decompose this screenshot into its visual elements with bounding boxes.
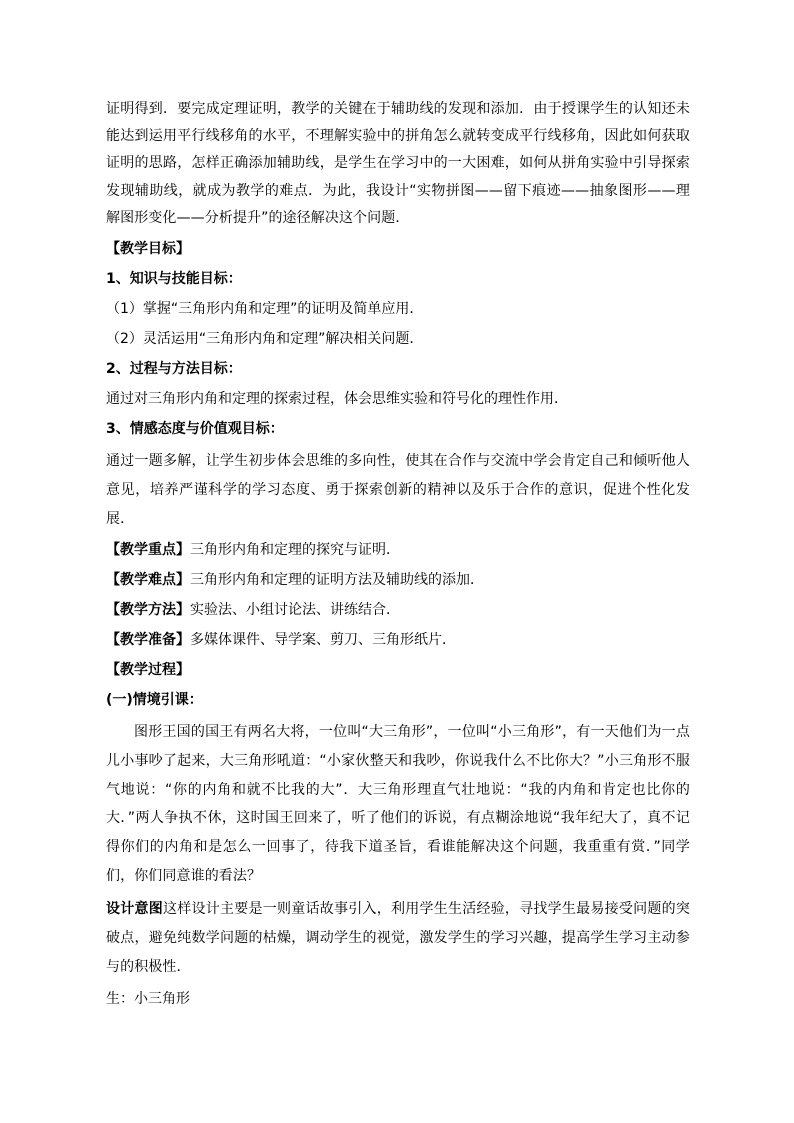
intro-paragraph: 证明得到．要完成定理证明，教学的关键在于辅助线的发现和添加．由于授课学生的认知还未能达到运用平行线移角的水平，不理解实验中的拼角怎么就转变成平行线移角，因此如何获取证明的思路，怎样正确添加辅助线，是学生在学习中的一大困难，如何从拼角实验中引导探索发现辅助线，就成为教学的难点．为此，我设计“实物拼图——留下痕迹——抽象图形——理解图形变化——分析提升”的途径解决这个问题．	[106, 101, 690, 226]
story-paragraph: 图形王国的国王有两名大将，一位叫“大三角形”，一位叫“小三角形”，有一天他们为一点儿小事吵了起来，大三角形吼道：“小家伙整天和我吵，你说我什么不比你大？”小三角形不服气地说：“你的内角和就不比我的大”．大三角形理直气壮地说：“我的内角和肯定也比你的大．”两人争执不休，这时国王回来了，听了他们的诉说，有点糊涂地说“我年纪大了，真不记得你们的内角和是怎么一回事了，待我下道圣旨，看谁能解决这个问题，我重重有赏．”同学们，你们同意谁的看法？	[106, 724, 690, 884]
emotion-goals-text: 通过一题多解，让学生初步体会思维的多向性，使其在合作与交流中学会肯定自己和倾听他人意见，培养严谨科学的学习态度、勇于探索创新的精神以及乐于合作的意识，促进个性化发展．	[106, 452, 690, 527]
process-goals-text: 通过对三角形内角和定理的探索过程，体会思维实验和符号化的理性作用．	[106, 390, 568, 407]
teaching-goals-heading: 【教学目标】	[106, 240, 190, 257]
design-intent-text: 这样设计主要是一则童话故事引入，利用学生生活经验，寻找学生最易接受问题的突破点，避免纯数学问题的枯燥，调动学生的视觉，激发学生的学习兴趣，提高学生学习主动参与的积极性．	[106, 901, 690, 976]
method-text: 实验法、小组讨论法、讲练结合．	[190, 602, 400, 619]
knowledge-goal-2: （2）灵活运用“三角形内角和定理”解决相关问题．	[106, 330, 424, 347]
section1-heading: (一)情境引课：	[106, 692, 203, 709]
difficulty-label: 【教学难点】	[106, 572, 190, 589]
key-point-line	[106, 538, 690, 564]
design-intent-paragraph	[106, 895, 690, 982]
key-point-text: 三角形内角和定理的探究与证明．	[190, 542, 400, 559]
document-page	[106, 96, 690, 1017]
key-point-label: 【教学重点】	[106, 542, 190, 559]
difficulty-line	[106, 568, 690, 594]
knowledge-goal-1: （1）掌握“三角形内角和定理”的证明及简单应用．	[106, 300, 424, 317]
prep-text: 多媒体课件、导学案、剪刀、三角形纸片．	[190, 632, 456, 649]
prep-line	[106, 628, 690, 654]
prep-label: 【教学准备】	[106, 632, 190, 649]
teaching-process-heading: 【教学过程】	[106, 662, 190, 679]
method-label: 【教学方法】	[106, 602, 190, 619]
process-goals-heading: 2、过程与方法目标：	[106, 360, 242, 377]
knowledge-goals-heading: 1、知识与技能目标：	[106, 270, 242, 287]
difficulty-text: 三角形内角和定理的证明方法及辅助线的添加．	[190, 572, 484, 589]
method-line	[106, 598, 690, 624]
emotion-goals-heading: 3、情感态度与价值观目标：	[106, 420, 284, 437]
design-intent-label: 设计意图	[106, 901, 163, 918]
student-answer: 生：小三角形	[106, 990, 190, 1007]
